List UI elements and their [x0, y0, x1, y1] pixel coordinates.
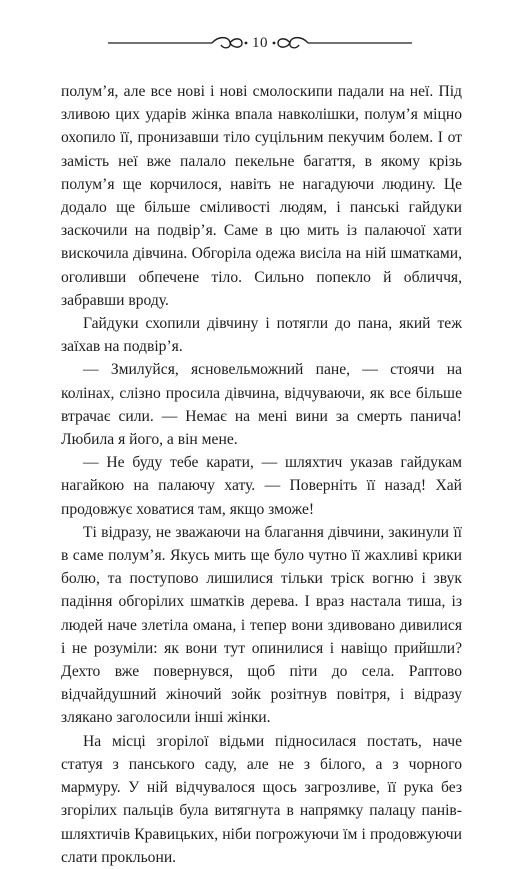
paragraph: — Не буду тебе карати, — шляхтич указав гайдукам нагайкою на палаючу хату. — Поверніть її назад! Хай продовжує ховатися там, якщо зможе!	[61, 454, 462, 518]
body-text	[61, 80, 462, 869]
scroll-flourish-right-icon	[272, 32, 412, 54]
paragraph: Гайдуки схопили дівчину і потягли до пана, який теж заїхав на подвір’я.	[61, 315, 462, 356]
page-number: 10	[252, 35, 268, 51]
running-head	[108, 32, 412, 54]
paragraph: — Змилуйся, ясновельможний пане, — стоячи на колінах, слізно просила дівчина, відчуваючи, як все більше втрачає сили. — Немає на мені вини за смерть панича! Любила я його, а він мене.	[61, 361, 462, 449]
paragraph: Ті відразу, не зважаючи на благання дівчини, закинули її в саме полум’я. Якусь мить ще було чутно її жахливі крики болю, та поступово лишилися тільки тріск вогню і звук падіння обгорілих шматків дерева. І враз настала тиша, із людей наче злетіла омана, і тепер вони здивовано дивилися і не розуміли: як вони тут опинилися і навіщо прийшли? Дехто вже повернувся, щоб піти до села. Раптово відчайдушний жіночий зойк розітнув повітря, і відразу злякано заголосили інші жінки.	[61, 523, 462, 727]
paragraph: На місці згорілої відьми підносилася постать, наче статуя з панського саду, але не з білого, а з чорного мармуру. У ній відчувалося щось загрозливе, її рука без згорілих пальців була витягнута в напрямку палацу панів-шляхтичів Кравицьких, ніби погрожуючи їм і продовжуючи слати прокльони.	[61, 732, 462, 866]
paragraph: полум’я, але все нові і нові смолоскипи падали на неї. Під зливою цих ударів жінка впала навколішки, полум’я міцно охопило її, пронизавши тіло суцільним пекучим болем. І от замість неї вже палало пекельне багаття, в якому крізь полум’я ще корчилося, навіть не нагадуючи людину. Це додало ще більше сміливості людям, і панські гайдуки заскочили на подвір’я. Саме в цю мить із палаючої хати вискочила дівчина. Обгоріла одежа висіла на ній шматками, оголивши обпечене тіло. Сильно попекло й обличчя, забравши вроду.	[61, 83, 462, 309]
scroll-flourish-left-icon	[108, 32, 248, 54]
